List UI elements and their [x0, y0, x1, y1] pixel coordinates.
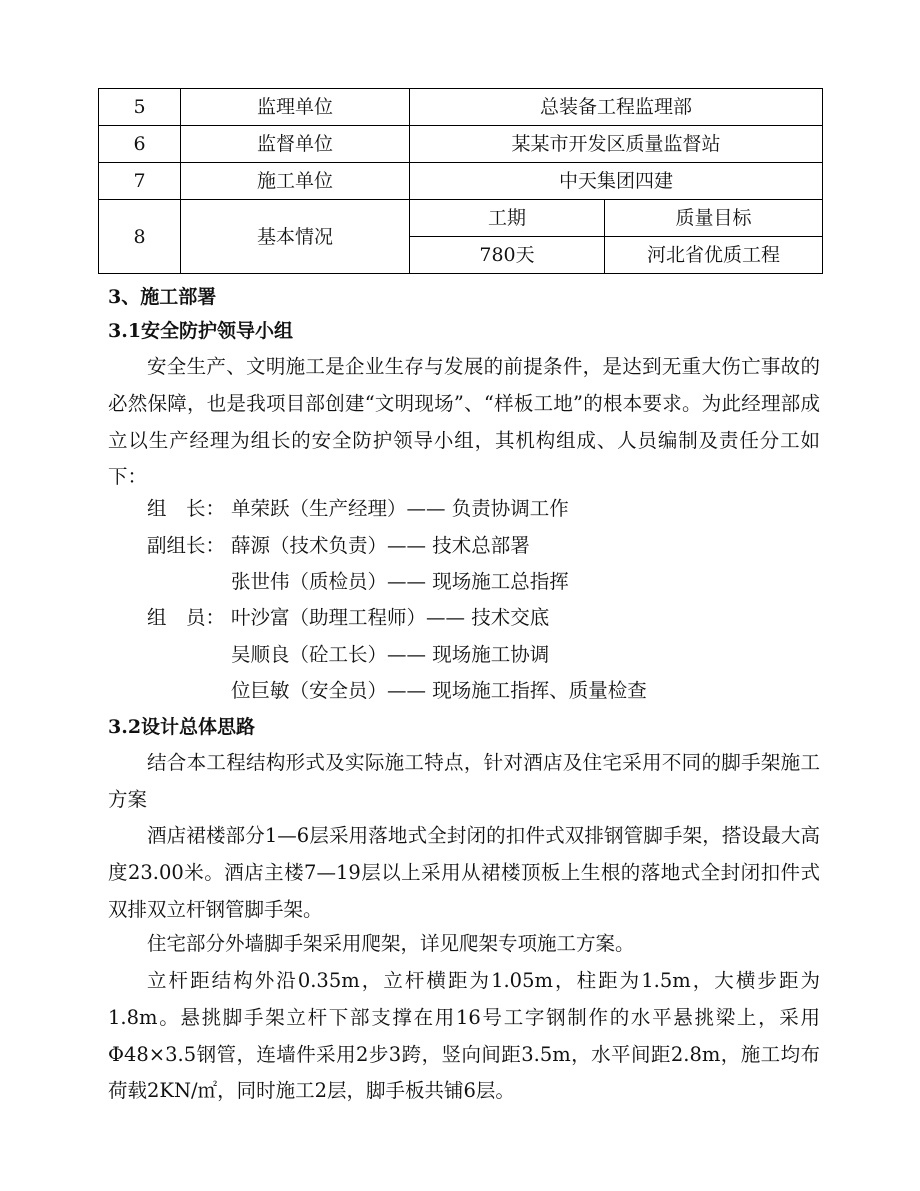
- section-heading-3-2: 3.2设计总体思路: [108, 716, 256, 738]
- table-row: [99, 89, 823, 126]
- member-role-deputy-leader: 副组长：: [147, 534, 226, 557]
- row-number: 7: [99, 163, 181, 200]
- member-line: 吴顺良（砼工长）—— 现场施工协调: [231, 643, 550, 666]
- row-value: 总装备工程监理部: [410, 89, 823, 126]
- section-heading-3-1: 3.1安全防护领导小组: [108, 320, 294, 342]
- quality-target-header: 质量目标: [605, 200, 823, 237]
- member-line: 单荣跃（生产经理）—— 负责协调工作: [231, 497, 569, 520]
- member-line: 叶沙富（助理工程师）—— 技术交底: [231, 606, 550, 629]
- table-row: [99, 200, 823, 237]
- member-role-member: 组 员：: [147, 606, 226, 629]
- row-value: 中天集团四建: [410, 163, 823, 200]
- table-row: [99, 126, 823, 163]
- member-role-leader: 组 长：: [147, 497, 226, 520]
- duration-header: 工期: [410, 200, 605, 237]
- row-item: 监督单位: [181, 126, 410, 163]
- section-heading-3: 3、施工部署: [108, 286, 217, 308]
- row-number: 6: [99, 126, 181, 163]
- design-approach-paragraph-2: 酒店裙楼部分1—6层采用落地式全封闭的扣件式双排钢管脚手架，搭设最大高度23.00米。酒店主楼7—19层以上采用从裙楼顶板上生根的落地式全封闭扣件式双排双立杆钢管脚手架。: [108, 824, 820, 921]
- design-approach-paragraph-3: 住宅部分外墙脚手架采用爬架，详见爬架专项施工方案。: [147, 932, 635, 955]
- safety-group-intro-paragraph: 安全生产、文明施工是企业生存与发展的前提条件，是达到无重大伤亡事故的必然保障，也是我项目部创建“文明现场”、“样板工地”的根本要求。为此经理部成立以生产经理为组长的安全防护领导小组，其机构组成、人员编制及责任分工如下：: [108, 355, 820, 489]
- member-line: 薛源（技术负责）—— 技术总部署: [231, 534, 530, 557]
- duration-value: 780天: [410, 237, 605, 274]
- table-row: [99, 163, 823, 200]
- row-item: 基本情况: [181, 200, 410, 274]
- design-approach-paragraph-4: 立杆距结构外沿0.35m，立杆横距为1.05m，柱距为1.5m，大横步距为1.8m。悬挑脚手架立杆下部支撑在用16号工字钢制作的水平悬挑梁上，采用Φ48×3.5钢管，连墙件采用2步3跨，竖向间距3.5m，水平间距2.8m，施工均布荷载2KN/㎡，同时施工2层，脚手板共铺6层。: [108, 969, 820, 1103]
- member-line: 位巨敏（安全员）—— 现场施工指挥、质量检查: [231, 679, 647, 702]
- row-item: 监理单位: [181, 89, 410, 126]
- project-info-table: [98, 88, 823, 274]
- quality-target-value: 河北省优质工程: [605, 237, 823, 274]
- design-approach-paragraph-1: 结合本工程结构形式及实际施工特点，针对酒店及住宅采用不同的脚手架施工方案: [108, 751, 820, 811]
- row-number: 5: [99, 89, 181, 126]
- row-number: 8: [99, 200, 181, 274]
- row-value: 某某市开发区质量监督站: [410, 126, 823, 163]
- member-line: 张世伟（质检员）—— 现场施工总指挥: [231, 570, 569, 593]
- row-item: 施工单位: [181, 163, 410, 200]
